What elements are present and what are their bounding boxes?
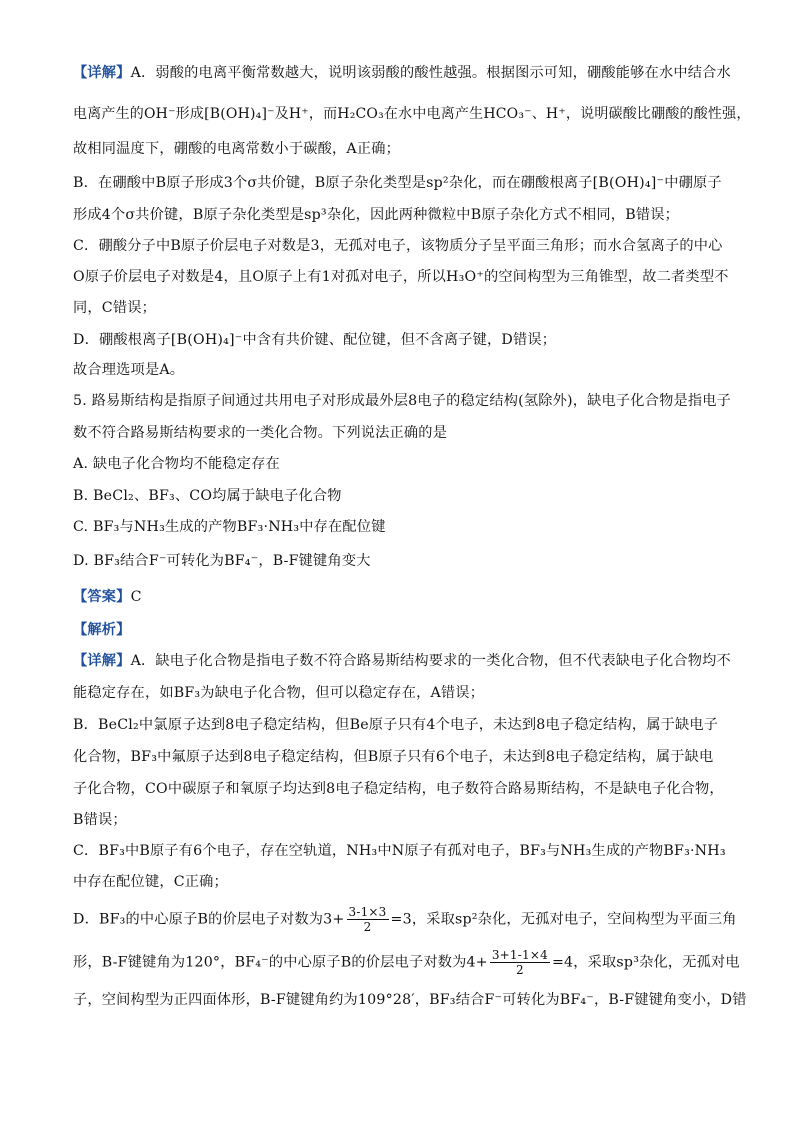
line-text: A．弱酸的电离平衡常数越大，说明该弱酸的酸性越强。根据图示可知，硼酸能够在水中结合水 [130,65,731,81]
analysis-tag: 【解析】 [73,622,131,638]
answer-value: C [130,589,142,605]
text-line: 故相同温度下，硼酸的电离常数小于碳酸，A正确； [73,141,400,157]
text-line: 电离产生的OH⁻形成[B(OH)₄]⁻及H⁺，而H₂CO₃在水中电离产生HCO₃⁻、H⁺，说明碳酸比硼酸的酸性强， [73,106,751,122]
formula-text: =3，采取sp²杂化，无孤对电子，空间构型为平面三角 [390,911,737,928]
option-d: D. BF₃结合F⁻可转化为BF₄⁻，B-F键键角变大 [73,553,371,569]
text-line: 子化合物，CO中碳原子和氧原子均达到8电子稳定结构，电子数符合路易斯结构，不是缺电子化合物， [73,781,724,797]
text-line: 故合理选项是A。 [73,362,185,378]
answer-line [73,587,142,607]
option-a: A. 缺电子化合物均不能稳定存在 [73,456,280,472]
fraction [347,905,389,934]
text-line: 子，空间构型为正四面体形，B-F键键角约为109°28′，BF₃结合F⁻可转化为BF₄⁻，B-F键键角变小，D错 [73,992,747,1008]
text-line: B错误； [73,812,127,828]
fraction-denominator: 2 [515,963,524,977]
text-line [73,651,731,671]
analysis-heading [73,620,131,640]
formula-text: =4，采取sp³杂化，无孤对电 [551,954,740,971]
fraction [490,948,550,977]
fraction-numerator: 3-1×3 [348,905,387,919]
text-line: O原子价层电子对数是4，且O原子上有1对孤对电子，所以H₃O⁺的空间构型为三角锥型，故二者类型不 [73,269,729,285]
text-line: 能稳定存在，如BF₃为缺电子化合物，但可以稳定存在，A错误； [73,685,485,701]
formula-text: D．BF₃的中心原子B的价层电子对数为3+ [73,911,345,928]
answer-tag: 【答案】 [73,589,131,605]
text-line: B．在硼酸中B原子形成3个σ共价键，B原子杂化类型是sp²杂化，而在硼酸根离子[B(OH)₄]⁻中硼原子 [73,175,722,191]
option-c: C. BF₃与NH₃生成的产物BF₃·NH₃中存在配位键 [73,519,386,535]
option-b: B. BeCl₂、BF₃、CO均属于缺电子化合物 [73,488,342,504]
text-line: D．硼酸根离子[B(OH)₄]⁻中含有共价键、配位键，但不含离子键，D错误； [73,332,557,348]
fraction-denominator: 2 [363,920,372,934]
formula-line [73,905,737,934]
fraction-numerator: 3+1-1×4 [491,948,548,962]
question-stem: 5. 路易斯结构是指原子间通过共用电子对形成最外层8电子的稳定结构(氢除外)，缺电子化合物是指电子 [73,393,732,409]
question-stem: 数不符合路易斯结构要求的一类化合物。下列说法正确的是 [73,425,448,441]
text-line: B．BeCl₂中氯原子达到8电子稳定结构，但Be原子只有4个电子，未达到8电子稳定结构，属于缺电子 [73,717,719,733]
section-tag: 【详解】 [73,65,131,81]
text-line: C．BF₃中B原子有6个电子，存在空轨道，NH₃中N原子有孤对电子，BF₃与NH₃生成的产物BF₃·NH₃ [73,843,726,859]
formula-text: 形，B-F键键角为120°，BF₄⁻的中心原子B的价层电子对数为4+ [73,954,488,971]
text-line: 化合物，BF₃中氟原子达到8电子稳定结构，但B原子只有6个电子，未达到8电子稳定结构，属于缺电 [73,749,714,765]
text-line: 同，C错误； [73,300,156,316]
formula-line [73,948,740,977]
text-line [73,63,731,83]
text-line: C．硼酸分子中B原子价层电子对数是3，无孤对电子，该物质分子呈平面三角形；而水合氢离子的中心 [73,238,723,254]
line-text: A．缺电子化合物是指电子数不符合路易斯结构要求的一类化合物，但不代表缺电子化合物均不 [130,653,731,669]
text-line: 中存在配位键，C正确； [73,874,228,890]
section-tag: 【详解】 [73,653,131,669]
text-line: 形成4个σ共价键，B原子杂化类型是sp³杂化，因此两种微粒中B原子杂化方式不相同，B错误； [73,207,679,223]
